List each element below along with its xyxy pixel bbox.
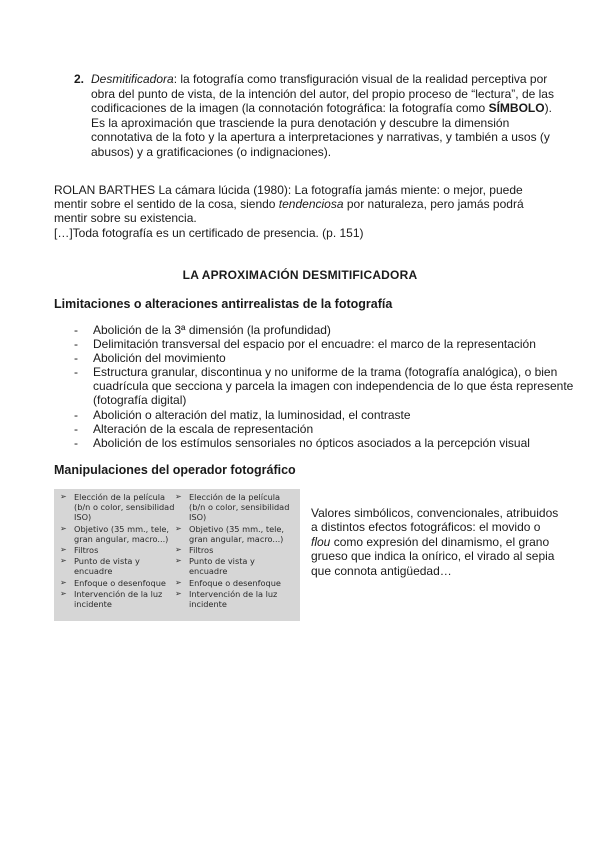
list-item: ➢ Objetivo (35 mm., tele, gran angular, macro...)	[175, 523, 285, 544]
arrow-bullet-icon: ➢	[175, 545, 182, 555]
item-text-b: ). Es la aproximación que trasciende la pura denotación y descubre la dimensión connotativa de la foto y la apertura a interpretaciones y narrativas, y también a usos (y abusos) y a gratificaciones (o indignaciones).	[91, 101, 552, 159]
arrow-bullet-icon: ➢	[60, 577, 67, 587]
list-item	[74, 422, 574, 436]
list-bullet: -	[74, 323, 78, 337]
list-item-text: Abolición del movimiento	[93, 351, 226, 366]
manipulations-heading: Manipulaciones del operador fotográfico	[54, 463, 296, 477]
numbered-item-2	[74, 72, 554, 160]
quote-line-2: […]Toda fotografía es un certificado de presencia. (p. 151)	[54, 225, 364, 240]
list-item: ➢ Enfoque o desenfoque	[175, 577, 281, 588]
symbolic-values-text	[311, 506, 561, 578]
quote-text-b: por naturaleza, pero jamás podrá mentir sobre su existencia.	[54, 197, 524, 226]
list-item	[74, 323, 574, 337]
item-text-a: : la fotografía como transfiguración visual de la realidad perceptiva por obra del punto de vista, de la intención del autor, del propio proceso de “lectura”, de las codificaciones de la imagen (la connotación fotográfica: la fotografía como	[91, 72, 554, 116]
list-item	[74, 436, 574, 450]
quote-emph: tendenciosa	[278, 197, 344, 212]
list-item: ➢ Intervención de la luz incidente	[175, 588, 278, 610]
arrow-bullet-icon: ➢	[175, 577, 182, 587]
list-item-text: Abolición o alteración del matiz, la luminosidad, el contraste	[93, 407, 411, 422]
arrow-bullet-icon: ➢	[175, 492, 182, 501]
arrow-bullet-icon: ➢	[60, 545, 67, 555]
symbolic-text-a: Valores simbólicos, convencionales, atribuidos a distintos efectos fotográficos: el movido o	[311, 506, 559, 535]
list-item: ➢ Intervención de la luz incidente	[60, 588, 163, 610]
arrow-bullet-icon: ➢	[175, 556, 182, 566]
list-item-text: Delimitación transversal del espacio por el encuadre: el marco de la representación	[93, 337, 536, 352]
list-item: ➢ Elección de la película (b/n o color, sensibilidad ISO)	[175, 492, 290, 523]
arrow-bullet-icon: ➢	[60, 556, 67, 566]
list-item-text: Abolición de los estímulos sensoriales no ópticos asociados a la percepción visual	[93, 435, 530, 450]
arrow-bullet-icon: ➢	[60, 492, 67, 501]
list-item: ➢ Punto de vista y encuadre	[60, 556, 140, 577]
quote-text-a: ROLAN BARTHES La cámara lúcida (1980): La fotografía jamás miente: o mejor, puede mentir sobre el sentido de la cosa, siendo	[54, 183, 523, 212]
list-bullet: -	[74, 337, 78, 352]
symbolic-emph: flou	[311, 534, 331, 549]
limitations-list	[74, 323, 574, 450]
list-item: ➢ Punto de vista y encuadre	[175, 556, 255, 577]
section-title: LA APROXIMACIÓN DESMITIFICADORA	[182, 268, 418, 282]
arrow-bullet-icon: ➢	[60, 588, 67, 598]
barthes-quote	[54, 183, 554, 240]
list-item: ➢ Elección de la película (b/n o color, sensibilidad ISO)	[60, 492, 175, 523]
list-bullet: -	[74, 421, 78, 436]
list-item-text: Alteración de la escala de representación	[93, 421, 314, 436]
limitations-heading: Limitaciones o alteraciones antirrealistas de la fotografía	[54, 297, 393, 311]
list-item	[74, 337, 574, 351]
manipulations-left-column	[60, 492, 176, 610]
list-item	[74, 408, 574, 422]
arrow-bullet-icon: ➢	[60, 523, 67, 533]
list-item-text: Estructura granular, discontinua y no uniforme de la trama (fotografía analógica), o bien cuadrícula que secciona y parcela la imagen con independencia de lo que ésta represente (fotografía digital)	[93, 365, 574, 408]
list-bullet: -	[74, 407, 78, 422]
arrow-bullet-icon: ➢	[175, 588, 182, 598]
list-item-text: Abolición de la 3ª dimensión (la profundidad)	[93, 323, 331, 337]
item-number: 2.	[74, 72, 85, 86]
list-item	[74, 351, 574, 365]
manipulations-right-column	[175, 492, 295, 610]
list-item	[74, 365, 574, 407]
list-item: ➢ Objetivo (35 mm., tele, gran angular, macro...)	[60, 523, 170, 544]
arrow-bullet-icon: ➢	[175, 523, 182, 533]
item-bold-word: SÍMBOLO	[488, 101, 545, 116]
symbolic-text-b: como expresión del dinamismo, el grano grueso que indica la onírico, el virado al sepia que connota antigüedad…	[311, 534, 555, 578]
list-item: ➢ Filtros	[60, 545, 99, 556]
item-body	[91, 72, 554, 160]
item-term: Desmitificadora	[91, 72, 174, 86]
manipulations-image	[54, 489, 300, 621]
list-bullet: -	[74, 351, 78, 366]
list-item: ➢ Enfoque o desenfoque	[60, 577, 166, 588]
list-item: ➢ Filtros	[175, 545, 214, 556]
list-bullet: -	[74, 435, 78, 450]
list-bullet: -	[74, 365, 78, 380]
